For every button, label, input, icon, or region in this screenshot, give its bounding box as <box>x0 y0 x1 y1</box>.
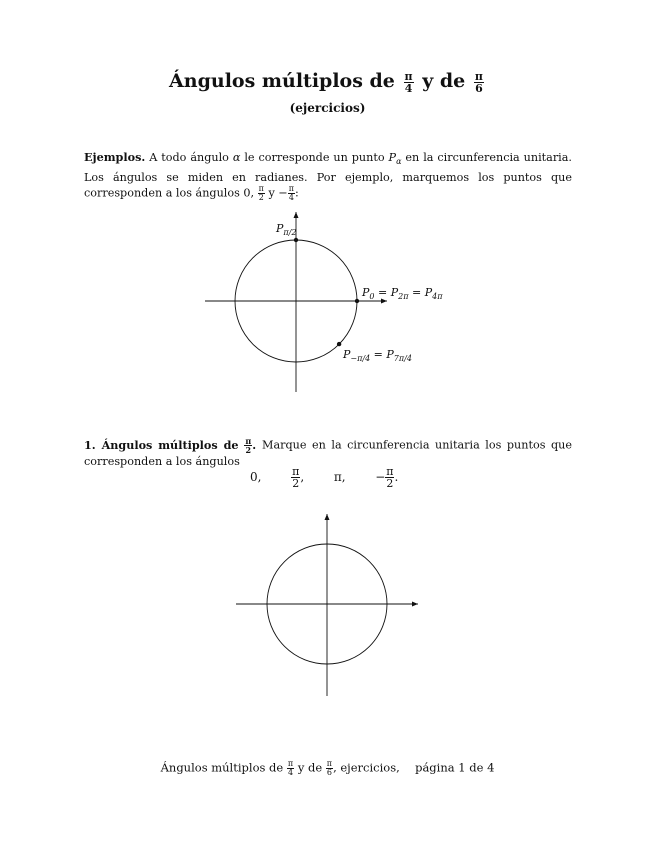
example-circle <box>235 240 357 362</box>
label-p-pi-over-2: $P_{\pi/2}$ <box>276 222 297 238</box>
angle-zero: 0, <box>250 470 262 484</box>
angle-pi-over-2: $\frac{\pi}{2}$ <box>292 465 300 490</box>
exercise1-unit-circle-figure <box>236 514 418 696</box>
point-minus-pi-over-4 <box>337 342 341 346</box>
page-footer: Ángulos múltiplos de $\frac{\pi}{4}$ y de $\frac{\pi}{6}$ , ejercicios, página 1 de 4 <box>160 759 495 777</box>
label-p-minus-pi-over-4: $P_{-\pi/4} = P_{7\pi/4}$ <box>343 348 412 364</box>
exercise1-angle-list: 0, $\frac{\pi}{2}$ , π, − $\frac{\pi}{2}$ . <box>250 465 399 490</box>
title-connector: y de <box>422 70 466 92</box>
frac-pi-2: $\frac{\pi}{2}$ <box>258 184 264 203</box>
exercise1-heading-frac: $\frac{\pi}{2}$ <box>245 436 252 455</box>
title-frac-pi-4: $\frac{\pi}{4}$ <box>404 69 413 95</box>
example-unit-circle-figure <box>205 212 387 392</box>
alpha-symbol: α <box>232 151 241 164</box>
exercise1-heading: 1. Ángulos múltiplos de $\frac{\pi}{2}$ . <box>84 436 257 455</box>
page-number: página 1 de 4 <box>415 760 495 775</box>
title-prefix: Ángulos múltiplos de <box>169 70 395 92</box>
footer-frac-pi-6: $\frac{\pi}{6}$ <box>326 759 333 777</box>
point-zero <box>355 299 359 303</box>
exercise1-y-arrow-icon <box>325 514 330 520</box>
label-p-zero: $P_0 = P_{2\pi} = P_{4\pi}$ <box>362 286 443 302</box>
example-y-arrow-icon <box>294 212 299 218</box>
point-symbol: P <box>388 151 397 164</box>
exercise1-x-arrow-icon <box>412 602 418 607</box>
exercise1-paragraph <box>84 437 572 470</box>
page-subtitle: (ejercicios) <box>289 101 366 115</box>
angle-minus-sign: − <box>375 470 386 484</box>
page-title <box>0 70 655 94</box>
examples-paragraph: Ejemplos. A todo ángulo α le corresponde un punto $P_\alpha$ en la circunferencia unitaria. Los ángulos se miden en radianes. Por ejemplo, marquemos los puntos que corresponden a los ángulos 0, $\frac{\pi}{2}$ y − $\frac{\pi}{4}$ : <box>84 150 572 203</box>
frac-pi-4: $\frac{\pi}{4}$ <box>288 184 294 203</box>
exercise1-circle <box>267 544 387 664</box>
footer-frac-pi-4: $\frac{\pi}{4}$ <box>287 759 294 777</box>
angle-minus-pi-over-2: $\frac{\pi}{2}$ <box>386 465 394 490</box>
angle-pi: π, <box>333 470 346 484</box>
examples-heading: Ejemplos. <box>84 150 146 164</box>
point-pi-over-2 <box>294 238 298 242</box>
exercise1-body: Marque en la circunferencia unitaria los puntos que corresponden a los ángulos <box>84 438 572 468</box>
title-frac-pi-6: $\frac{\pi}{6}$ <box>474 69 483 95</box>
